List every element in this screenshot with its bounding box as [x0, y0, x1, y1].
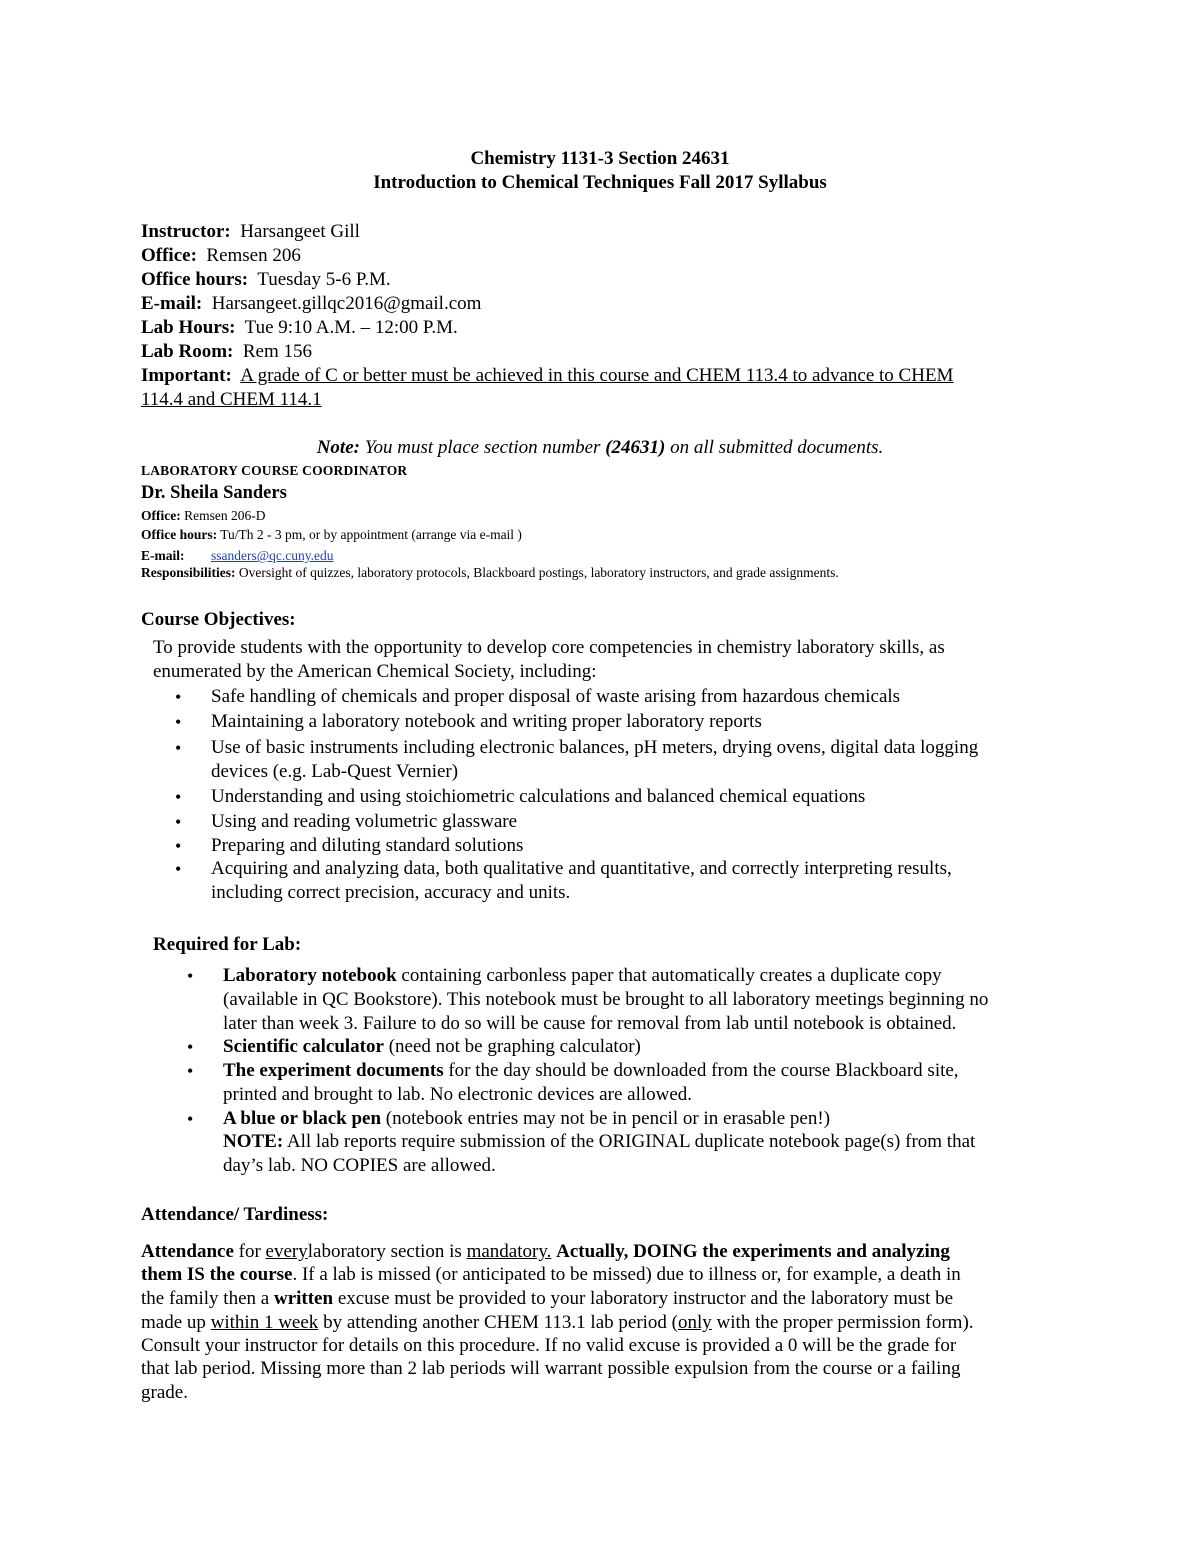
attendance-text: the family then a [141, 1288, 270, 1309]
objective-item-cont: devices (e.g. Lab-Quest Vernier) [211, 761, 459, 782]
instructor-label: Instructor: [141, 221, 231, 242]
note-prefix: Note: [316, 437, 360, 458]
attendance-mandatory: mandatory. [466, 1241, 552, 1262]
important-row [141, 364, 953, 388]
note-section-number: (24631) [605, 437, 666, 458]
coordinator-responsibilities-row [141, 564, 839, 582]
lab-hours-row [141, 316, 458, 340]
note-text-b: on all submitted documents. [670, 437, 884, 458]
required-heading: Required for Lab: [153, 934, 302, 955]
objectives-intro-cont: enumerated by the American Chemical Society, including: [153, 661, 597, 682]
attendance-text: for [238, 1241, 261, 1262]
bullet-icon: • [175, 738, 182, 758]
required-notebook [223, 964, 942, 988]
required-documents [223, 1059, 959, 1083]
objective-item: Understanding and using stoichiometric calculations and balanced chemical equations [211, 786, 866, 807]
important-text: A grade of C or better must be achieved in this course and CHEM 113.4 to advance to CHEM [240, 365, 954, 386]
coordinator-email-label: E-mail: [141, 548, 185, 563]
office-row [141, 244, 301, 268]
coordinator-office-value: Remsen 206-D [184, 508, 266, 523]
attendance-bold: Actually, DOING the experiments and analyzing [556, 1241, 950, 1262]
course-title: Chemistry 1131-3 Section 24631 [470, 148, 730, 169]
required-note-cont: day’s lab. NO COPIES are allowed. [223, 1155, 496, 1176]
required-note-label: NOTE: [223, 1131, 284, 1152]
attendance-only: only [678, 1312, 712, 1333]
bullet-icon: • [187, 966, 194, 986]
attendance-bold: them IS the course [141, 1264, 293, 1285]
office-label: Office: [141, 245, 197, 266]
lab-hours-label: Lab Hours: [141, 317, 236, 338]
attendance-text: made up [141, 1312, 206, 1333]
required-note [223, 1130, 975, 1154]
office-hours-row [141, 268, 391, 292]
instructor-value: Harsangeet Gill [240, 221, 360, 242]
office-hours-value: Tuesday 5-6 P.M. [257, 269, 391, 290]
lab-room-value: Rem 156 [242, 341, 313, 362]
objective-item: Safe handling of chemicals and proper disposal of waste arising from hazardous chemicals [211, 686, 901, 707]
objective-item: Preparing and diluting standard solutions [211, 835, 524, 856]
bullet-icon: • [187, 1061, 194, 1081]
attendance-heading: Attendance/ Tardiness: [141, 1204, 329, 1225]
objective-item: Use of basic instruments including electronic balances, pH meters, drying ovens, digital data logging [211, 737, 979, 758]
bullet-icon: • [175, 812, 182, 832]
note-text-a: You must place section number [364, 437, 601, 458]
bullet-icon: • [175, 687, 182, 707]
attendance-written: written [273, 1288, 334, 1309]
responsibilities-value: Oversight of quizzes, laboratory protocols, Blackboard postings, laboratory instructors, and grade assignments. [238, 565, 839, 580]
attendance-para-line [141, 1263, 961, 1287]
notebook-text: containing carbonless paper that automatically creates a duplicate copy [401, 965, 942, 986]
coordinator-hours-label: Office hours: [141, 527, 218, 542]
bullet-icon: • [175, 836, 182, 856]
documents-label: The experiment documents [223, 1060, 444, 1081]
calculator-text: (need not be graphing calculator) [388, 1036, 641, 1057]
objective-item: Acquiring and analyzing data, both qualitative and quantitative, and correctly interpreting results, [211, 858, 952, 879]
required-notebook-cont: later than week 3. Failure to do so will be cause for removal from lab until notebook is obtained. [223, 1013, 957, 1034]
lab-hours-value: Tue 9:10 A.M. – 12:00 P.M. [244, 317, 458, 338]
coordinator-hours-value: Tu/Th 2 - 3 pm, or by appointment (arrange via e-mail ) [220, 527, 522, 542]
required-calculator [223, 1035, 641, 1059]
required-documents-cont: printed and brought to lab. No electronic devices are allowed. [223, 1084, 693, 1105]
attendance-para-line: that lab period. Missing more than 2 lab periods will warrant possible expulsion from the course or a failing [141, 1358, 961, 1379]
bullet-icon: • [175, 859, 182, 879]
objectives-heading: Course Objectives: [141, 609, 296, 630]
objective-item: Maintaining a laboratory notebook and writing proper laboratory reports [211, 711, 762, 732]
attendance-para-line [141, 1287, 953, 1311]
email-value: Harsangeet.gillqc2016@gmail.com [211, 293, 482, 314]
office-hours-label: Office hours: [141, 269, 249, 290]
coordinator-name: Dr. Sheila Sanders [141, 483, 287, 503]
attendance-every: every [265, 1241, 308, 1262]
required-notebook-cont: (available in QC Bookstore). This notebook must be brought to all laboratory meetings beginning no [223, 989, 989, 1010]
attendance-para-line [141, 1240, 950, 1264]
objectives-intro: To provide students with the opportunity to develop core competencies in chemistry laboratory skills, as [153, 637, 945, 658]
lab-room-label: Lab Room: [141, 341, 234, 362]
responsibilities-label: Responsibilities: [141, 565, 236, 580]
bullet-icon: • [187, 1037, 194, 1057]
pen-label: A blue or black pen [223, 1108, 382, 1129]
attendance-para-line: grade. [141, 1382, 188, 1403]
coordinator-email-row [141, 547, 185, 565]
coordinator-office-label: Office: [141, 508, 181, 523]
attendance-para-line [141, 1311, 974, 1335]
coordinator-hours-row [141, 526, 522, 544]
email-label: E-mail: [141, 293, 203, 314]
attendance-text: . If a lab is missed (or anticipated to be missed) due to illness or, for example, a death in [292, 1264, 961, 1285]
office-value: Remsen 206 [206, 245, 301, 266]
objective-item: Using and reading volumetric glassware [211, 811, 518, 832]
attendance-para-line: Consult your instructor for details on this procedure. If no valid excuse is provided a 0 will be the grade for [141, 1335, 957, 1356]
lab-room-row [141, 340, 312, 364]
notebook-label: Laboratory notebook [223, 965, 397, 986]
attendance-within-week: within 1 week [210, 1312, 319, 1333]
required-pen [223, 1107, 830, 1131]
attendance-text: laboratory section is [307, 1241, 462, 1262]
instructor-row [141, 220, 360, 244]
documents-text: for the day should be downloaded from the course Blackboard site, [448, 1060, 959, 1081]
coordinator-email-link[interactable]: ssanders@qc.cuny.edu [211, 548, 334, 563]
bullet-icon: • [175, 712, 182, 732]
bullet-icon: • [175, 787, 182, 807]
course-subtitle: Introduction to Chemical Techniques Fall 2017 Syllabus [373, 172, 827, 193]
important-text-cont: 114.4 and CHEM 114.1 [141, 389, 322, 410]
section-note [0, 436, 1200, 460]
pen-text: (notebook entries may not be in pencil or in erasable pen!) [385, 1108, 831, 1129]
required-note-text: All lab reports require submission of the ORIGINAL duplicate notebook page(s) from that [286, 1131, 976, 1152]
attendance-text: with the proper permission form). [716, 1312, 974, 1333]
important-label: Important: [141, 365, 232, 386]
bullet-icon: • [187, 1109, 194, 1129]
coordinator-office-row [141, 507, 265, 525]
attendance-text: excuse must be provided to your laboratory instructor and the laboratory must be [337, 1288, 954, 1309]
email-row [141, 292, 481, 316]
attendance-bold: Attendance [141, 1241, 234, 1262]
attendance-text: by attending another CHEM 113.1 lab period ( [323, 1312, 679, 1333]
coordinator-heading: LABORATORY COURSE COORDINATOR [141, 463, 408, 478]
calculator-label: Scientific calculator [223, 1036, 384, 1057]
objective-item-cont: including correct precision, accuracy and units. [211, 882, 571, 903]
